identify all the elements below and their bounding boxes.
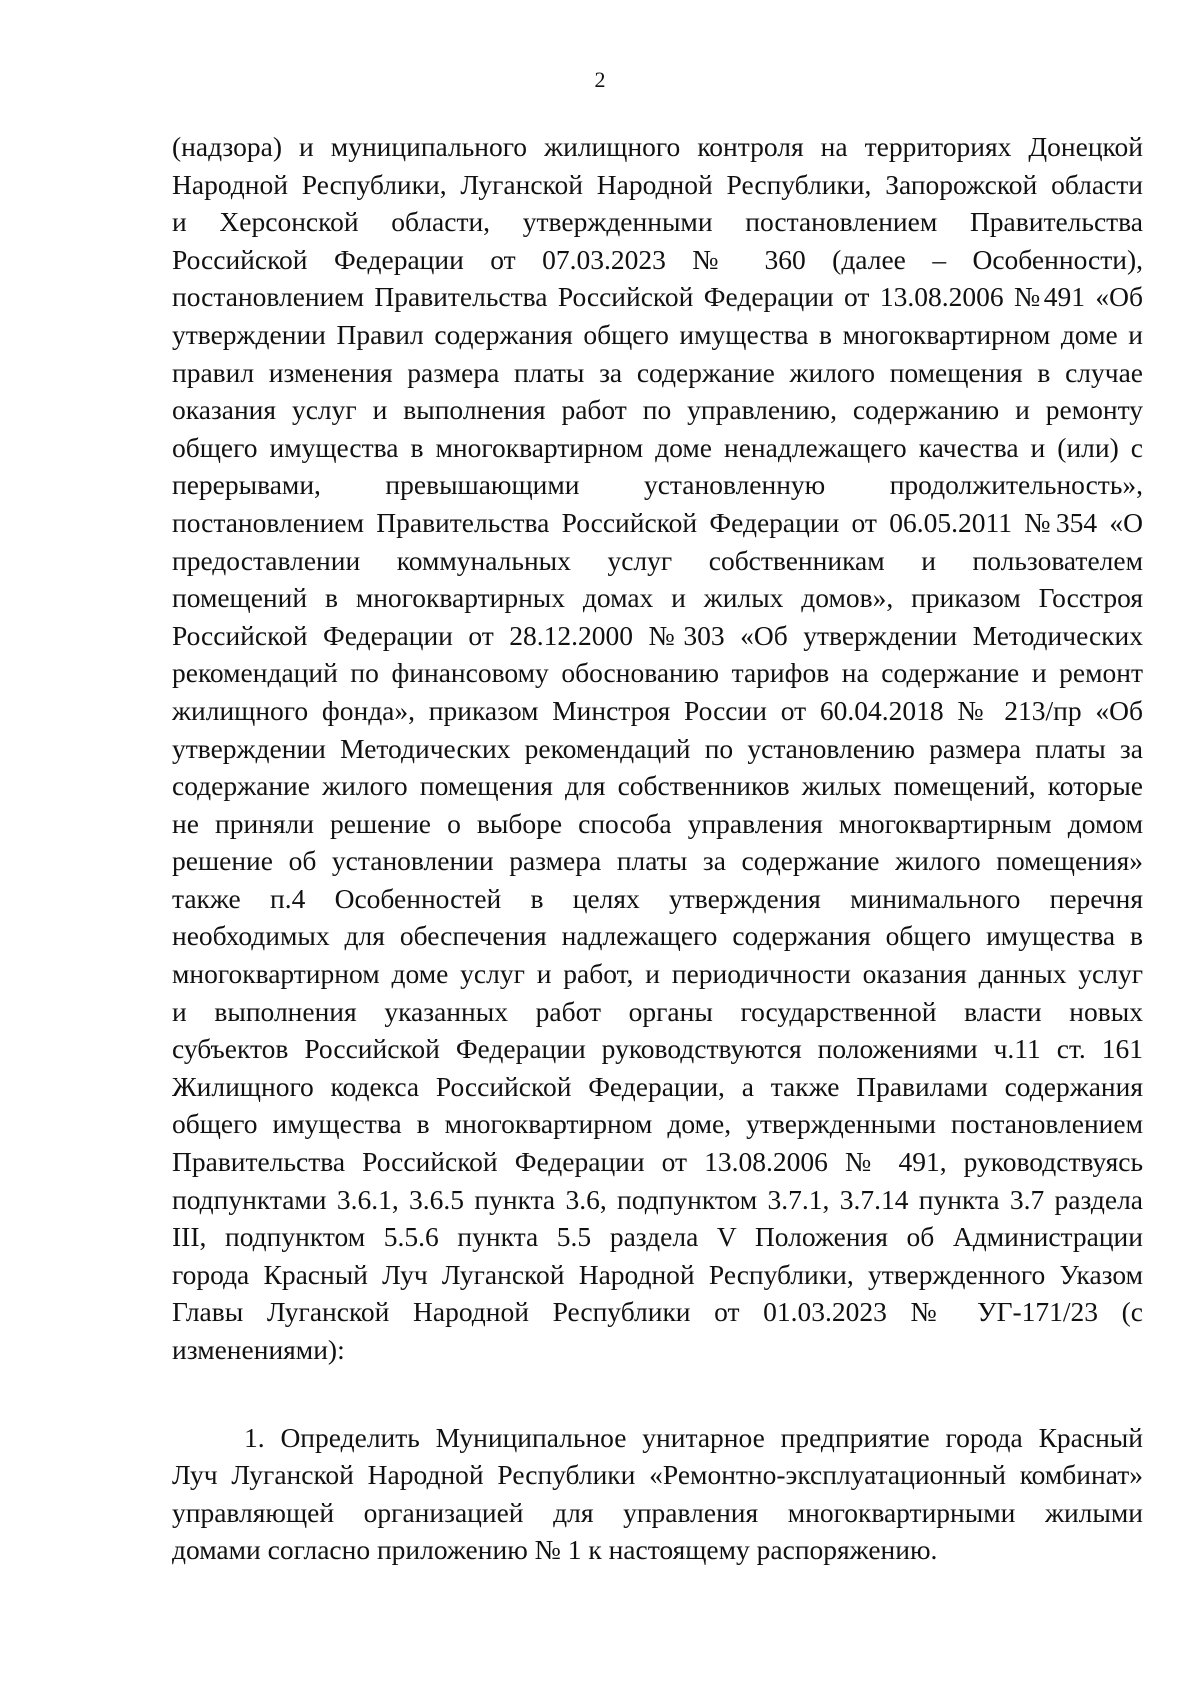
text-line: изменениями): <box>172 1334 345 1365</box>
text-line: постановлением Правительства Российской Федерации от 06.05.2011 №354 «О <box>172 506 1143 538</box>
text-line: общего имущества в многоквартирном доме ненадлежащего качества и (или) с <box>172 431 1143 463</box>
text-line: и Херсонской области, утвержденными постановлением Правительства <box>172 206 1143 238</box>
text-line: Правительства Российской Федерации от 13.08.2006 № 491, руководствуясь <box>172 1146 1143 1178</box>
text-line: правил изменения размера платы за содержание жилого помещения в случае <box>172 356 1143 388</box>
text-line: необходимых для обеспечения надлежащего содержания общего имущества в <box>172 920 1143 952</box>
text-line: общего имущества в многоквартирном доме, утвержденными постановлением <box>172 1108 1143 1140</box>
text-line: 1. Определить Муниципальное унитарное предприятие города Красный <box>244 1421 1143 1453</box>
text-line: Российской Федерации от 28.12.2000 №303 «Об утверждении Методических <box>172 619 1143 651</box>
paragraph-item-1 <box>172 1419 1143 1569</box>
text-line: предоставлении коммунальных услуг собственникам и пользователем <box>172 544 1143 576</box>
text-line: многоквартирном доме услуг и работ, и периодичности оказания данных услуг <box>172 958 1143 990</box>
text-line: подпунктами 3.6.1, 3.6.5 пункта 3.6, подпунктом 3.7.1, 3.7.14 пункта 3.7 раздела <box>172 1183 1143 1215</box>
text-line: III, подпунктом 5.5.6 пункта 5.5 раздела V Положения об Администрации <box>172 1221 1143 1253</box>
text-line: перерывами, превышающими установленную продолжительность», <box>172 469 1143 501</box>
text-line: рекомендаций по финансовому обоснованию тарифов на содержание и ремонт <box>172 657 1143 689</box>
text-line: оказания услуг и выполнения работ по управлению, содержанию и ремонту <box>172 394 1143 426</box>
text-line: не приняли решение о выборе способа управления многоквартирным домом <box>172 807 1143 839</box>
text-line: Луч Луганской Народной Республики «Ремонтно-эксплуатационный комбинат» <box>172 1459 1143 1491</box>
text-line: Народной Республики, Луганской Народной Республики, Запорожской области <box>172 168 1143 200</box>
text-line: постановлением Правительства Российской Федерации от 13.08.2006 №491 «Об <box>172 281 1143 313</box>
text-line: Жилищного кодекса Российской Федерации, а также Правилами содержания <box>172 1070 1143 1102</box>
text-line: жилищного фонда», приказом Минстроя России от 60.04.2018 № 213/пр «Об <box>172 694 1143 726</box>
text-line: города Красный Луч Луганской Народной Республики, утвержденного Указом <box>172 1258 1143 1290</box>
text-line: субъектов Российской Федерации руководствуются положениями ч.11 ст. 161 <box>172 1033 1143 1065</box>
text-line: помещений в многоквартирных домах и жилых домов», приказом Госстроя <box>172 582 1143 614</box>
text-line: и выполнения указанных работ органы государственной власти новых <box>172 995 1143 1027</box>
text-line: Российской Федерации от 07.03.2023 № 360 (далее – Особенности), <box>172 243 1143 275</box>
text-line: утверждении Правил содержания общего имущества в многоквартирном доме и <box>172 318 1143 350</box>
text-line: Главы Луганской Народной Республики от 01.03.2023 № УГ-171/23 (с <box>172 1296 1143 1328</box>
text-line: управляющей организацией для управления многоквартирными жилыми <box>172 1496 1143 1528</box>
page-number: 2 <box>594 67 606 92</box>
text-line: утверждении Методических рекомендаций по установлению размера платы за <box>172 732 1143 764</box>
text-line: домами согласно приложению № 1 к настоящему распоряжению. <box>172 1534 938 1566</box>
text-line: решение об установлении размера платы за содержание жилого помещения» <box>172 845 1143 877</box>
paragraph-gap <box>172 1369 1143 1419</box>
paragraph-legal-basis <box>172 128 1143 1369</box>
document-body <box>172 128 1143 1569</box>
text-line: содержание жилого помещения для собственников жилых помещений, которые <box>172 770 1143 802</box>
text-line: (надзора) и муниципального жилищного контроля на территориях Донецкой <box>172 131 1143 162</box>
text-line: также п.4 Особенностей в целях утверждения минимального перечня <box>172 882 1143 914</box>
